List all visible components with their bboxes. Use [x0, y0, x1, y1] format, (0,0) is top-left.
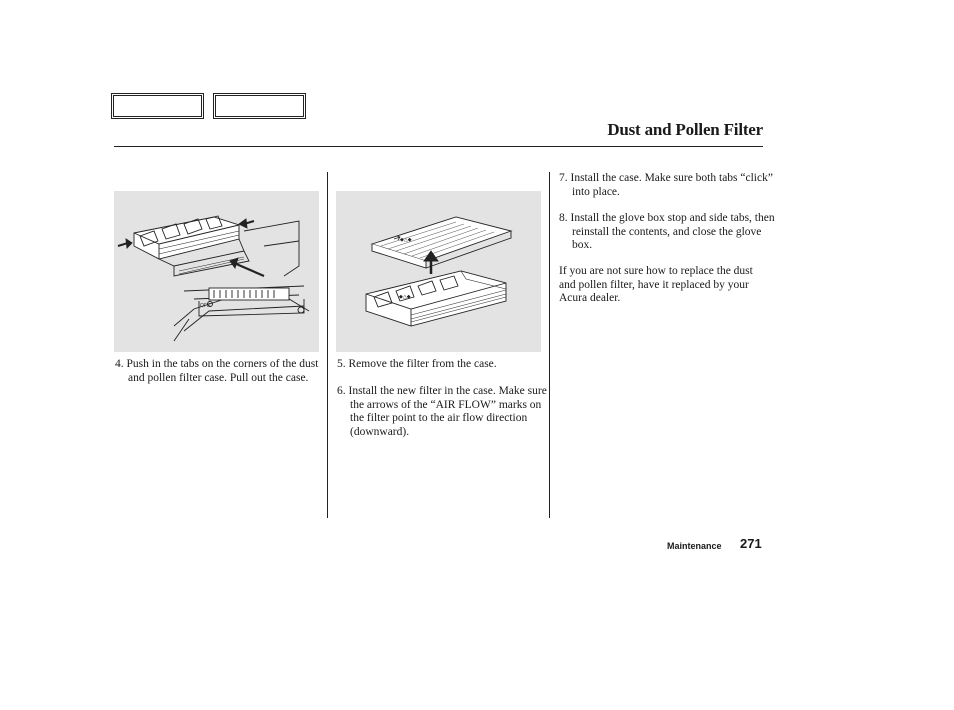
svg-text:◆△◆: ◆△◆ [399, 295, 411, 300]
svg-text:◆△◆: ◆△◆ [400, 238, 412, 243]
page-number: 271 [740, 536, 762, 551]
dealer-note: If you are not sure how to replace the dust and pollen filter, have it replaced by your Acura dealer. [559, 265, 753, 304]
step-item: 6. Install the new filter in the case. Make sure the arrows of the “AIR FLOW” marks on the filter point to the air flow direction (downward). [337, 385, 547, 438]
step-item: 8. Install the glove box stop and side tabs, then reinstall the contents, and close the glove box. [559, 212, 775, 251]
column-divider [327, 172, 328, 518]
step-item: 4. Push in the tabs on the corners of the dust and pollen filter case. Pull out the case. [115, 358, 319, 384]
nav-button-previous[interactable] [111, 93, 204, 119]
nav-button-next[interactable] [213, 93, 306, 119]
step-item: 7. Install the case. Make sure both tabs “click” into place. [559, 172, 773, 198]
footer-section-label: Maintenance [667, 541, 722, 551]
title-divider [114, 146, 763, 147]
step-item: 5. Remove the filter from the case. [337, 358, 497, 370]
filter-replacement-icon [336, 191, 541, 352]
page-title: Dust and Pollen Filter [607, 120, 763, 139]
svg-text:OFF: OFF [200, 303, 210, 309]
filter-case-removal-icon [114, 191, 319, 352]
column-divider [549, 172, 550, 518]
